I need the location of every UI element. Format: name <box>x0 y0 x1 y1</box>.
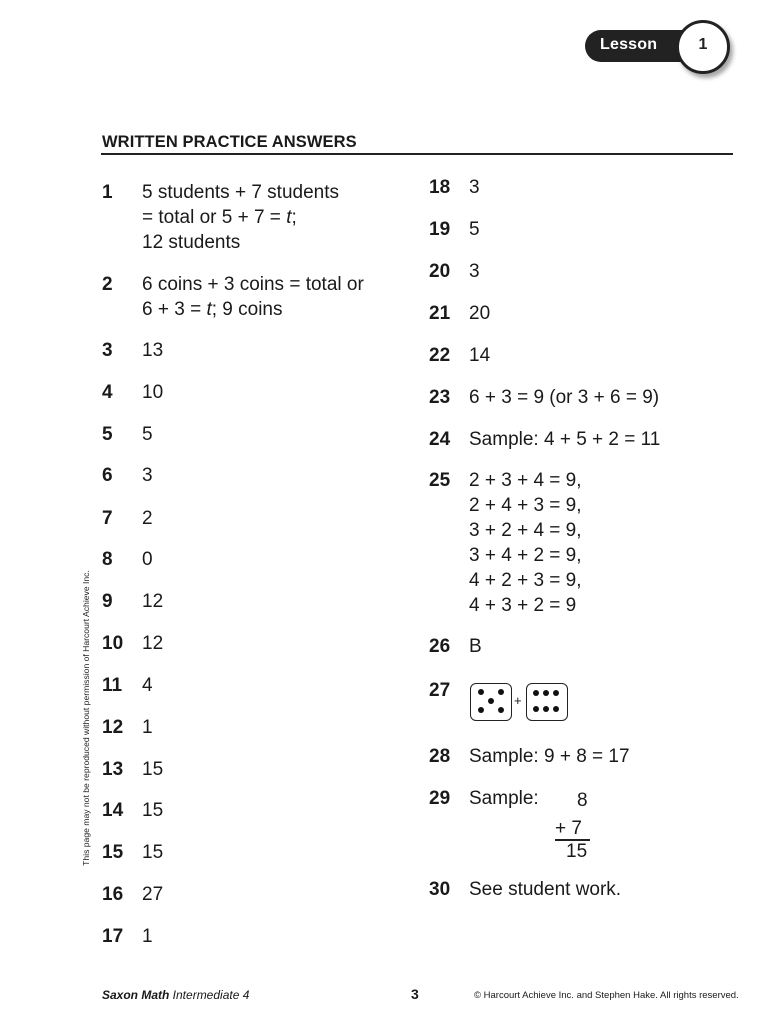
answer-text: 5 <box>142 424 153 445</box>
answer-number: 26 <box>429 636 451 657</box>
header-divider <box>101 153 733 155</box>
answer-text: 3 <box>469 261 480 282</box>
answer-text: 5 <box>469 219 480 240</box>
answer-number: 2 <box>102 274 113 295</box>
answer-25-line-1: 2 + 3 + 4 = 9, <box>469 470 582 491</box>
answer-text: 3 <box>142 465 153 486</box>
page-number: 3 <box>411 986 419 1002</box>
answer-number: 29 <box>429 788 451 809</box>
answer-1-line-2: = total or 5 + 7 = t; <box>142 207 297 228</box>
answer-25-line-3: 3 + 2 + 4 = 9, <box>469 520 582 541</box>
die-five-icon <box>470 683 512 721</box>
die-pip <box>488 698 494 704</box>
die-pip <box>543 706 549 712</box>
answer-text: B <box>469 636 482 657</box>
copyright-side-note: This page may not be reproduced without permission of Harcourt Achieve Inc. <box>81 570 91 866</box>
answer-number: 5 <box>102 424 113 445</box>
answer-text: 15 <box>142 759 164 780</box>
footer-copyright: © Harcourt Achieve Inc. and Stephen Hake. All rights reserved. <box>474 990 739 1001</box>
answer-number: 3 <box>102 340 113 361</box>
answer-number: 8 <box>102 549 113 570</box>
die-pip <box>478 689 484 695</box>
answer-number: 27 <box>429 680 451 701</box>
answer-text: 12 <box>142 633 164 654</box>
answer-number: 22 <box>429 345 451 366</box>
answer-number: 11 <box>102 675 123 696</box>
answer-text: Sample: 9 + 8 = 17 <box>469 746 630 767</box>
lesson-number: 1 <box>698 36 708 53</box>
answer-text: 6 + 3 = 9 (or 3 + 6 = 9) <box>469 387 660 408</box>
answer-text: Sample: 4 + 5 + 2 = 11 <box>469 429 661 450</box>
answer-number: 15 <box>102 842 124 863</box>
answer-number: 16 <box>102 884 124 905</box>
answer-29-label: Sample: <box>469 788 539 809</box>
answer-number: 7 <box>102 508 113 529</box>
answer-number: 20 <box>429 261 451 282</box>
answer-text: 15 <box>142 842 164 863</box>
answer-text: See student work. <box>469 879 622 900</box>
answer-text: 15 <box>142 800 164 821</box>
answer-text: 0 <box>142 549 153 570</box>
answer-text: 20 <box>469 303 491 324</box>
answer-2-line-2: 6 + 3 = t; 9 coins <box>142 299 283 320</box>
answer-text: 1 <box>142 717 153 738</box>
answer-number: 1 <box>102 182 113 203</box>
die-pip <box>553 706 559 712</box>
answer-number: 13 <box>102 759 124 780</box>
plus-sign: + <box>514 693 522 708</box>
answer-number: 21 <box>429 303 451 324</box>
answer-number: 17 <box>102 926 124 947</box>
section-title: WRITTEN PRACTICE ANSWERS <box>102 133 357 151</box>
answer-number: 30 <box>429 879 451 900</box>
answer-text: 12 <box>142 591 164 612</box>
die-pip <box>478 707 484 713</box>
answer-2-line-1: 6 coins + 3 coins = total or <box>142 274 364 295</box>
answer-1-line-3: 12 students <box>142 232 241 253</box>
answer-text: 27 <box>142 884 164 905</box>
answer-text: 13 <box>142 340 164 361</box>
answer-number: 28 <box>429 746 451 767</box>
answer-25-line-5: 4 + 2 + 3 = 9, <box>469 570 582 591</box>
answer-number: 6 <box>102 465 113 486</box>
answer-25-line-6: 4 + 3 + 2 = 9 <box>469 595 577 616</box>
answer-number: 25 <box>429 470 451 491</box>
lesson-label: Lesson <box>600 36 658 53</box>
answer-number: 19 <box>429 219 451 240</box>
answer-25-line-4: 3 + 4 + 2 = 9, <box>469 545 582 566</box>
die-six-icon <box>526 683 568 721</box>
die-pip <box>498 707 504 713</box>
footer-book-title: Saxon Math Intermediate 4 <box>102 988 250 1002</box>
addition-sum: 15 <box>566 841 588 862</box>
die-pip <box>543 690 549 696</box>
die-pip <box>553 690 559 696</box>
answer-number: 9 <box>102 591 113 612</box>
answer-1-line-1: 5 students + 7 students <box>142 182 339 203</box>
answer-number: 12 <box>102 717 124 738</box>
answer-number: 4 <box>102 382 113 403</box>
die-pip <box>533 690 539 696</box>
answer-text: 1 <box>142 926 153 947</box>
answer-text: 3 <box>469 177 480 198</box>
die-pip <box>533 706 539 712</box>
answer-text: 10 <box>142 382 164 403</box>
addition-addend: + 7 <box>555 818 582 839</box>
answer-25-line-2: 2 + 4 + 3 = 9, <box>469 495 582 516</box>
die-pip <box>498 689 504 695</box>
answer-number: 18 <box>429 177 451 198</box>
answer-number: 10 <box>102 633 124 654</box>
addition-top-number: 8 <box>577 790 588 811</box>
answer-number: 14 <box>102 800 124 821</box>
answer-number: 23 <box>429 387 451 408</box>
answer-text: 2 <box>142 508 153 529</box>
answer-text: 4 <box>142 675 153 696</box>
answer-text: 14 <box>469 345 491 366</box>
answer-number: 24 <box>429 429 451 450</box>
